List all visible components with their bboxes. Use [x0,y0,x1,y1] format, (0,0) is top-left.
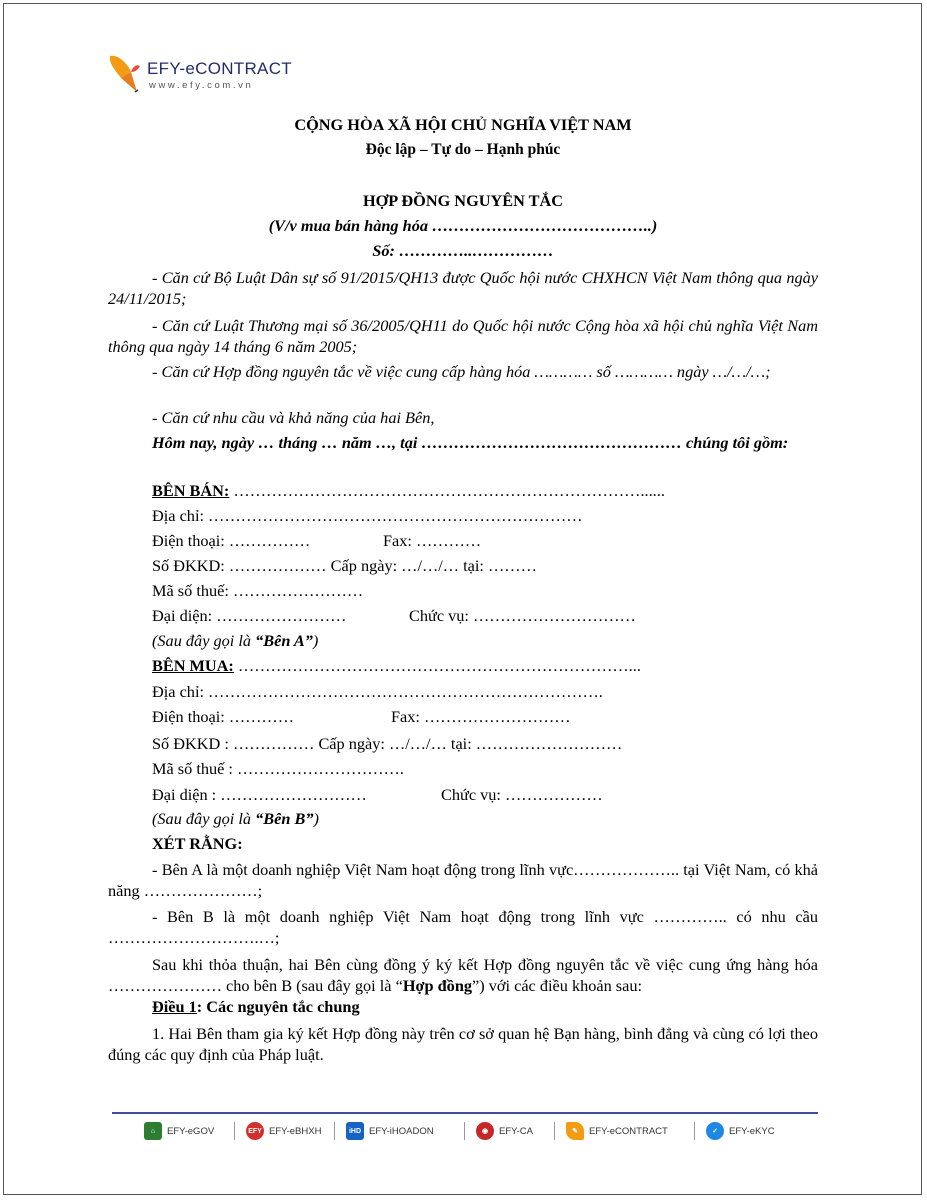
national-motto: Độc lập – Tự do – Hạnh phúc [365,141,561,158]
buyer-phone: Điện thoại: ………… [152,707,294,726]
buyer-alias: (Sau đây gọi là “Bên B”) [152,809,319,828]
seller-heading [152,481,665,501]
contract-term: Hợp đồng [402,976,473,995]
footer-item-econtract: ✎ EFY-eCONTRACT [566,1119,668,1143]
logo-name: EFY-eCONTRACT [147,59,292,78]
basis-civil-code: - Căn cứ Bộ Luật Dân sự số 91/2015/QH13 được Quốc hội nước CHXHCN Việt Nam thông qua ngày 24/11/2015; [108,268,818,308]
whereas-heading: XÉT RẰNG: [152,834,243,853]
pen-logo-icon [107,52,141,94]
seller-alias: (Sau đây gọi là “Bên A”) [152,631,319,650]
seller-representative: Đại diện: …………………… [152,606,347,625]
agreement-paragraph: Sau khi thỏa thuận, hai Bên cùng đồng ý ký kết Hợp đồng nguyên tắc về việc cung ứng hàng hóa ………………… cho bên B (sau đây gọi là “Hợp đồng”) với các điều khoản sau: [108,955,818,995]
whereas-party-b: - Bên B là một doanh nghiệp Việt Nam hoạt động trong lĩnh vực ………….. có nhu cầu ……………………….…; [108,907,818,947]
buyer-fax: Fax: ……………………… [391,707,571,726]
verified-check-icon: ✓ [706,1122,724,1140]
invoice-icon: iHD [346,1122,364,1140]
certificate-icon: ◉ [476,1122,494,1140]
seller-fax: Fax: ………… [383,531,482,550]
seller-label: BÊN BÁN: [152,481,230,500]
contract-subtitle: (V/v mua bán hàng hóa …………………………………..) [268,216,658,235]
efy-circle-icon: EFY [246,1122,264,1140]
buyer-name-fill: ………………………………………………………………... [233,656,641,675]
basis-framework-contract: - Căn cứ Hợp đồng nguyên tắc về việc cung cấp hàng hóa ………… số ………… ngày …/…/…; [152,362,771,381]
footer-item-ebhxh: EFY EFY-eBHXH [246,1119,321,1143]
seller-tax-code: Mã số thuế: …………………… [152,581,364,600]
seller-address: Địa chỉ: …………………………………………………………… [152,506,583,525]
buyer-position: Chức vụ: ……………… [441,785,603,804]
pen-icon: ✎ [566,1122,584,1140]
footer-item-egov: ⌂ EFY-eGOV [144,1119,214,1143]
page-border [3,3,922,1195]
article-1-clause-1: 1. Hai Bên tham gia ký kết Hợp đồng này trên cơ sở quan hệ Bạn hàng, bình đẳng và cùng có lợi theo đúng các quy định của Pháp luật. [108,1024,818,1064]
seller-name-fill: …………………………………………………………………...... [229,481,665,500]
footer-item-ihoadon: iHD EFY-iHOADON [346,1119,434,1143]
today-statement: Hôm nay, ngày … tháng … năm …, tại ………………………………………… chúng tôi gồm: [152,433,789,452]
company-logo [107,52,297,97]
footer-products [130,1119,810,1143]
buyer-representative: Đại diện : ……………………… [152,785,367,804]
footer-item-ekyc: ✓ EFY-eKYC [706,1119,775,1143]
buyer-registration: Số ĐKKD : …………… Cấp ngày: …/…/… tại: ……………………… [152,734,623,753]
buyer-tax-code: Mã số thuế : …………………………. [152,759,404,778]
buyer-label: BÊN MUA: [152,656,234,675]
contract-title: HỢP ĐỒNG NGUYÊN TẮC [362,191,564,210]
contract-number: Số: …………..…………… [372,241,554,260]
national-title: CỘNG HÒA XÃ HỘI CHỦ NGHĨA VIỆT NAM [294,115,632,134]
article-1-heading: Điều 1: Các nguyên tắc chung [152,997,360,1016]
government-building-icon: ⌂ [144,1122,162,1140]
footer-item-ca: ◉ EFY-CA [476,1119,533,1143]
logo-url: www.efy.com.vn [149,80,254,91]
whereas-party-a: - Bên A là một doanh nghiệp Việt Nam hoạt động trong lĩnh vực……………….. tại Việt Nam, có khả năng …………………; [108,860,818,900]
basis-commercial-law: - Căn cứ Luật Thương mại số 36/2005/QH11 do Quốc hội nước Cộng hòa xã hội chủ nghĩa Việt Nam thông qua ngày 14 tháng 6 năm 2005; [108,316,818,356]
seller-registration: Số ĐKKD: ……………… Cấp ngày: …/…/… tại: ……… [152,556,537,575]
basis-needs: - Căn cứ nhu cầu và khả năng của hai Bên, [152,408,435,427]
footer-divider [112,1112,818,1114]
buyer-heading [152,656,641,676]
seller-position: Chức vụ: ………………………… [409,606,636,625]
seller-phone: Điện thoại: …………… [152,531,311,550]
buyer-address: Địa chỉ: ………………………………………………………………. [152,682,603,701]
